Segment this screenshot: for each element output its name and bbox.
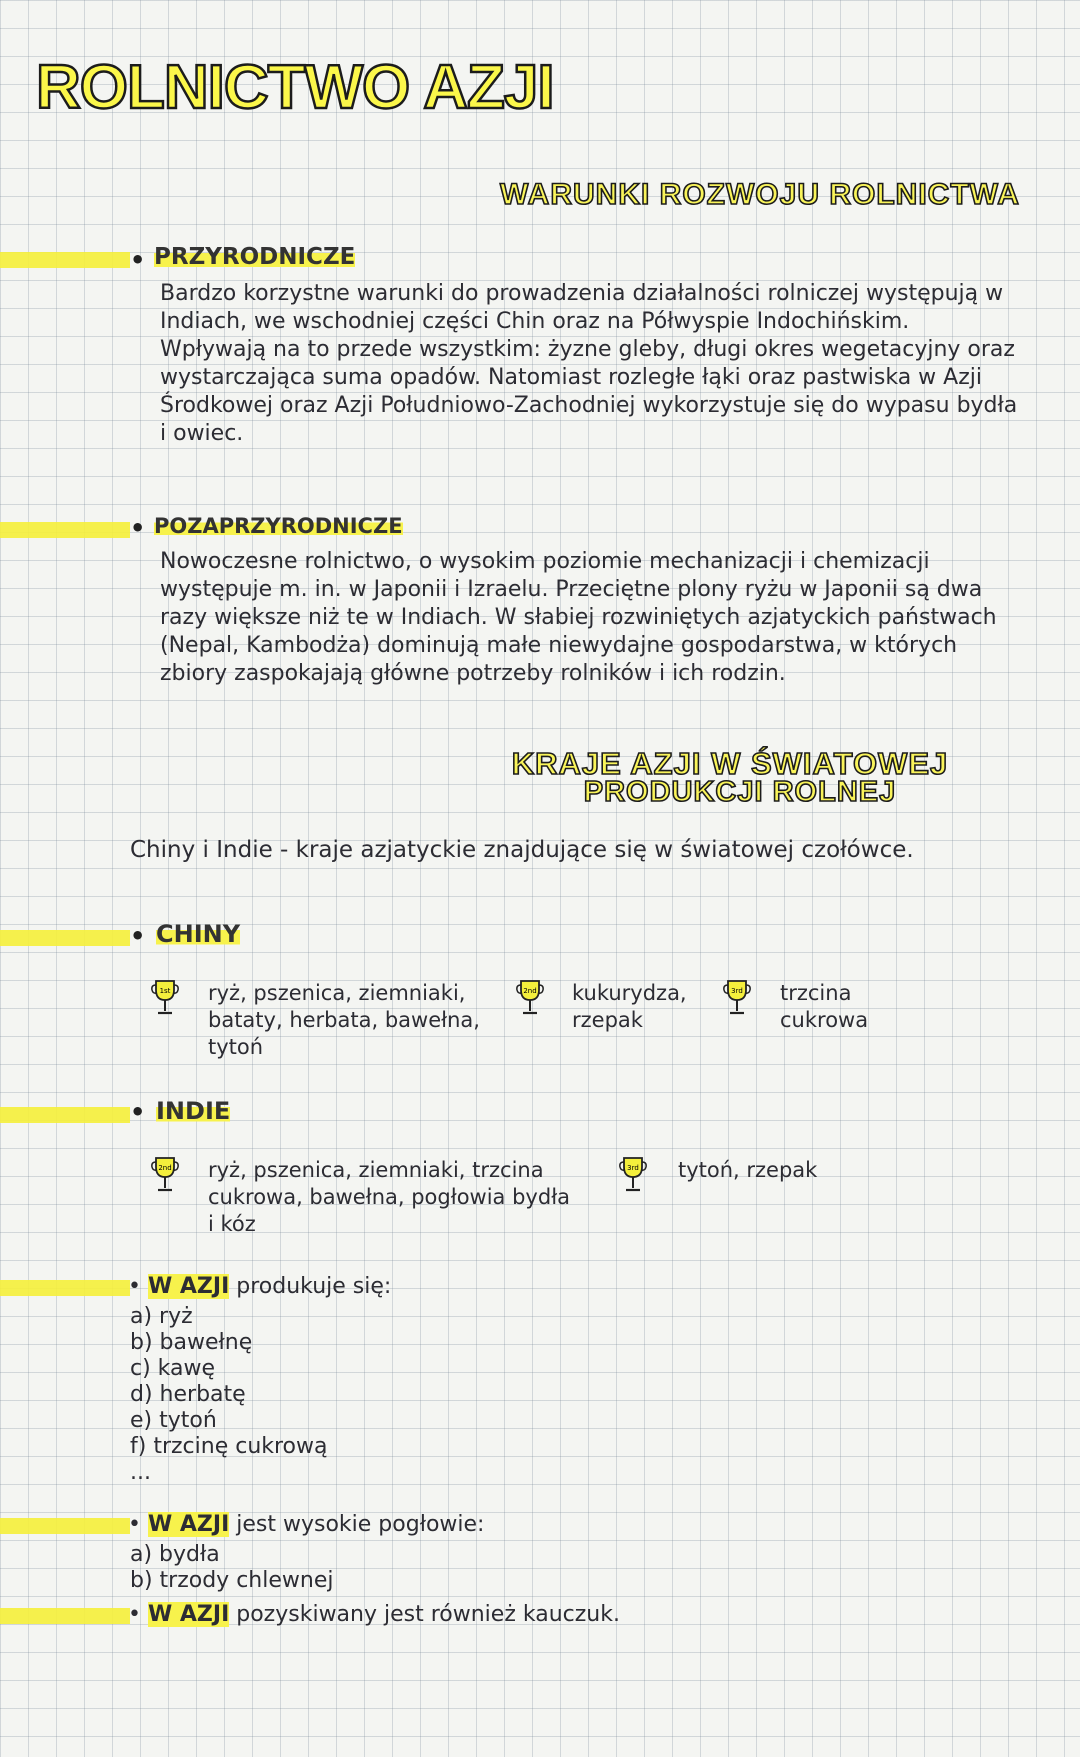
crops-indie-1: ryż, pszenica, ziemniaki, trzcina cukrowa, bawełna, pogłowia bydła i kóz — [208, 1158, 571, 1236]
livestock-label: W AZJI — [147, 1512, 230, 1537]
rubber-line — [128, 1602, 620, 1628]
rank-indie-2: 3rd — [627, 1164, 639, 1172]
livestock-list — [130, 1542, 333, 1594]
section-text-nonnatural: Nowoczesne rolnictwo, o wysokim poziomie mechanizacji i chemizacji występuje m. in. w Japonii i Izraelu. Przeciętne plony ryżu w Japonii są dwa razy większe niż te w Indiach. W słabiej rozwiniętych azjatyckich państwach (Nepal, Kambodża) dominują małe niewydajne gospodarstwa, w których zbiory zaspokajają główne potrzeby rolników i ich rodzin. — [160, 549, 997, 686]
list-item: a) bydła — [130, 1542, 220, 1567]
rubber-label: W AZJI — [147, 1602, 230, 1627]
section-label-nonnatural: POZAPRZYRODNICZE — [154, 514, 403, 538]
margin-mark — [0, 1518, 130, 1534]
trophy-icon — [150, 978, 180, 1018]
margin-mark — [0, 522, 130, 538]
label-indie: INDIE — [156, 1097, 231, 1125]
trophy-icon — [150, 1155, 180, 1195]
bullet-icon: • — [130, 1098, 146, 1126]
section-label-natural: PRZYRODNICZE — [154, 244, 356, 270]
crops-chiny-1: ryż, pszenica, ziemniaki, bataty, herbata, bawełna, tytoń — [208, 981, 480, 1059]
livestock-intro-rest: jest wysokie pogłowie: — [229, 1512, 485, 1537]
bullet-icon: • — [128, 1602, 148, 1627]
list-item: b) bawełnę — [130, 1330, 253, 1355]
list-item: a) ryż — [130, 1304, 193, 1329]
production-label: W AZJI — [147, 1274, 230, 1299]
rank-2: 2nd — [523, 987, 537, 995]
trophy-icon — [618, 1155, 648, 1195]
section-text-natural: Bardzo korzystne warunki do prowadzenia działalności rolniczej występują w Indiach, we wschodniej części Chin oraz na Półwyspie Indochińskim. Wpływają na to przede wszystkim: żyzne gleby, długi okres wegetacyjny oraz wystarczająca suma opadów. Natomiast rozległe łąki oraz pastwiska w Azji Środkowej oraz Azji Południowo-Zachodniej wykorzystuje się do wypasu bydła i owiec. — [160, 281, 1018, 446]
bullet-icon: • — [128, 1512, 148, 1537]
list-ellipsis: ... — [130, 1460, 151, 1485]
bullet-icon: • — [128, 1274, 148, 1299]
rank-indie-1: 2nd — [158, 1164, 172, 1172]
bullet-icon: • — [130, 246, 146, 274]
livestock-intro — [128, 1512, 484, 1538]
crops-chiny-3: trzcina cukrowa — [780, 981, 869, 1032]
heading-world-production-1: KRAJE AZJI W ŚWIATOWEJ — [511, 746, 949, 781]
list-item: e) tytoń — [130, 1408, 217, 1433]
margin-mark — [0, 930, 130, 946]
page-title: ROLNICTWO AZJI — [36, 53, 554, 122]
heading-conditions: WARUNKI ROZWOJU ROLNICTWA — [500, 178, 1020, 211]
list-item: d) herbatę — [130, 1382, 246, 1407]
margin-mark — [0, 252, 130, 268]
margin-mark — [0, 1608, 130, 1624]
trophy-icon — [515, 978, 545, 1018]
list-item: b) trzody chlewnej — [130, 1568, 334, 1593]
trophy-icon — [722, 978, 752, 1018]
margin-mark — [0, 1107, 130, 1123]
production-list — [130, 1304, 328, 1486]
rubber-rest: pozyskiwany jest również kauczuk. — [229, 1602, 620, 1627]
heading-world-production-2: PRODUKCJI ROLNEJ — [583, 776, 897, 808]
bullet-icon: • — [130, 922, 146, 950]
rank-3: 3rd — [731, 987, 743, 995]
production-intro-rest: produkuje się: — [229, 1274, 392, 1299]
list-item: c) kawę — [130, 1356, 216, 1381]
list-item: f) trzcinę cukrową — [130, 1434, 328, 1459]
margin-mark — [0, 1280, 130, 1296]
crops-chiny-2: kukurydza, rzepak — [572, 981, 687, 1032]
bullet-icon: • — [130, 514, 146, 542]
crops-indie-2: tytoń, rzepak — [678, 1158, 818, 1182]
intro-text: Chiny i Indie - kraje azjatyckie znajdujące się w światowej czołówce. — [130, 837, 914, 863]
rank-1: 1st — [159, 987, 171, 995]
production-intro — [128, 1274, 391, 1300]
label-chiny: CHINY — [156, 920, 241, 948]
